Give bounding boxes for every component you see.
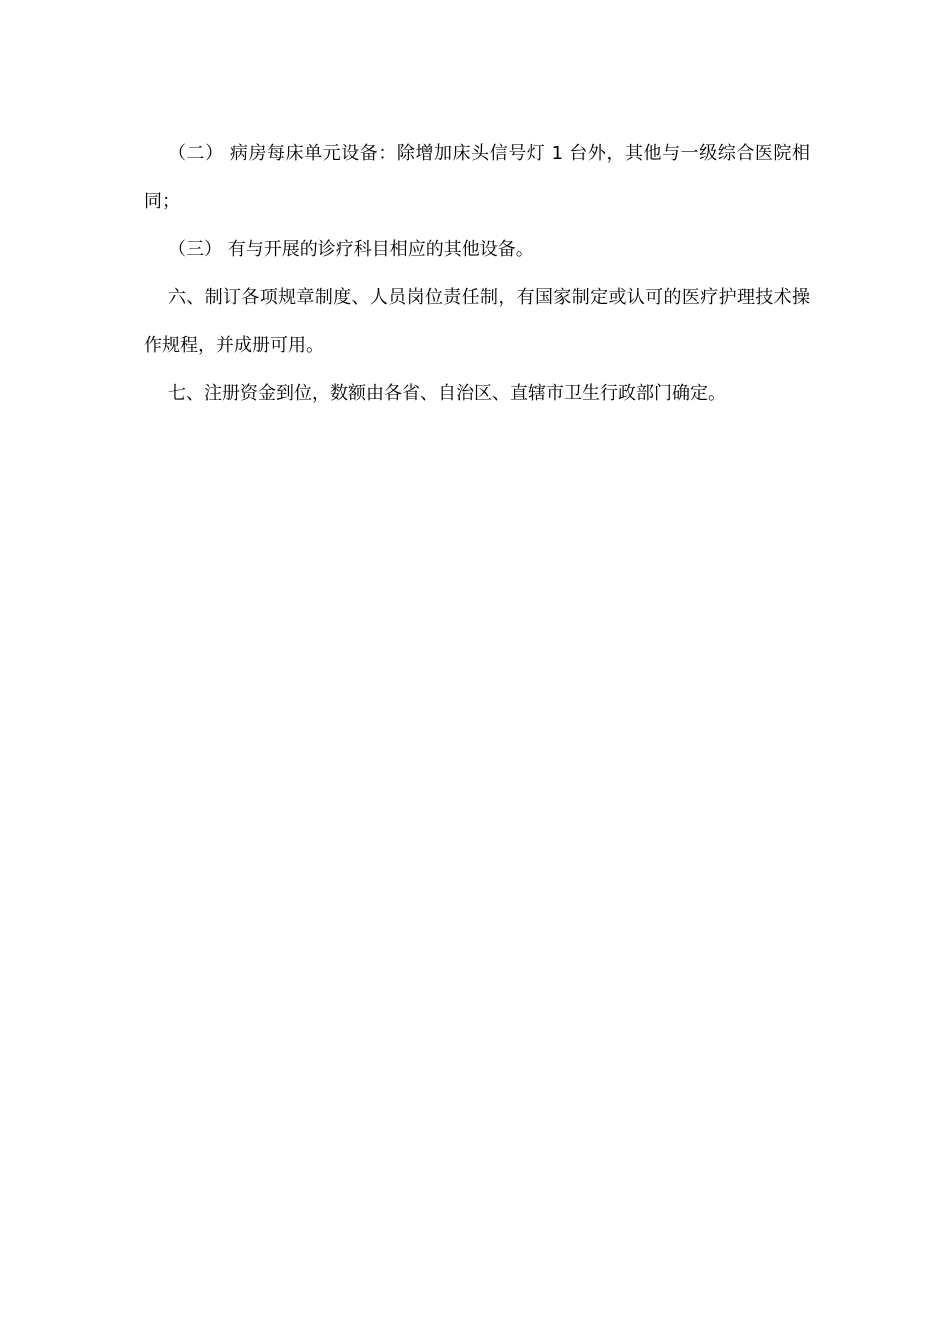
paragraph-ward-bed-equipment: （二） 病房每床单元设备：除增加床头信号灯 1 台外，其他与一级综合医院相同； [144,143,810,212]
paragraph-other-equipment: （三） 有与开展的诊疗科目相应的其他设备。 [168,239,534,260]
document-body [144,130,810,418]
paragraph-registered-capital: 七、注册资金到位，数额由各省、自治区、直辖市卫生行政部门确定。 [168,383,726,404]
paragraph-rules-regulations: 六、制订各项规章制度、人员岗位责任制，有国家制定或认可的医疗护理技术操作规程，并成册可用。 [144,287,810,356]
